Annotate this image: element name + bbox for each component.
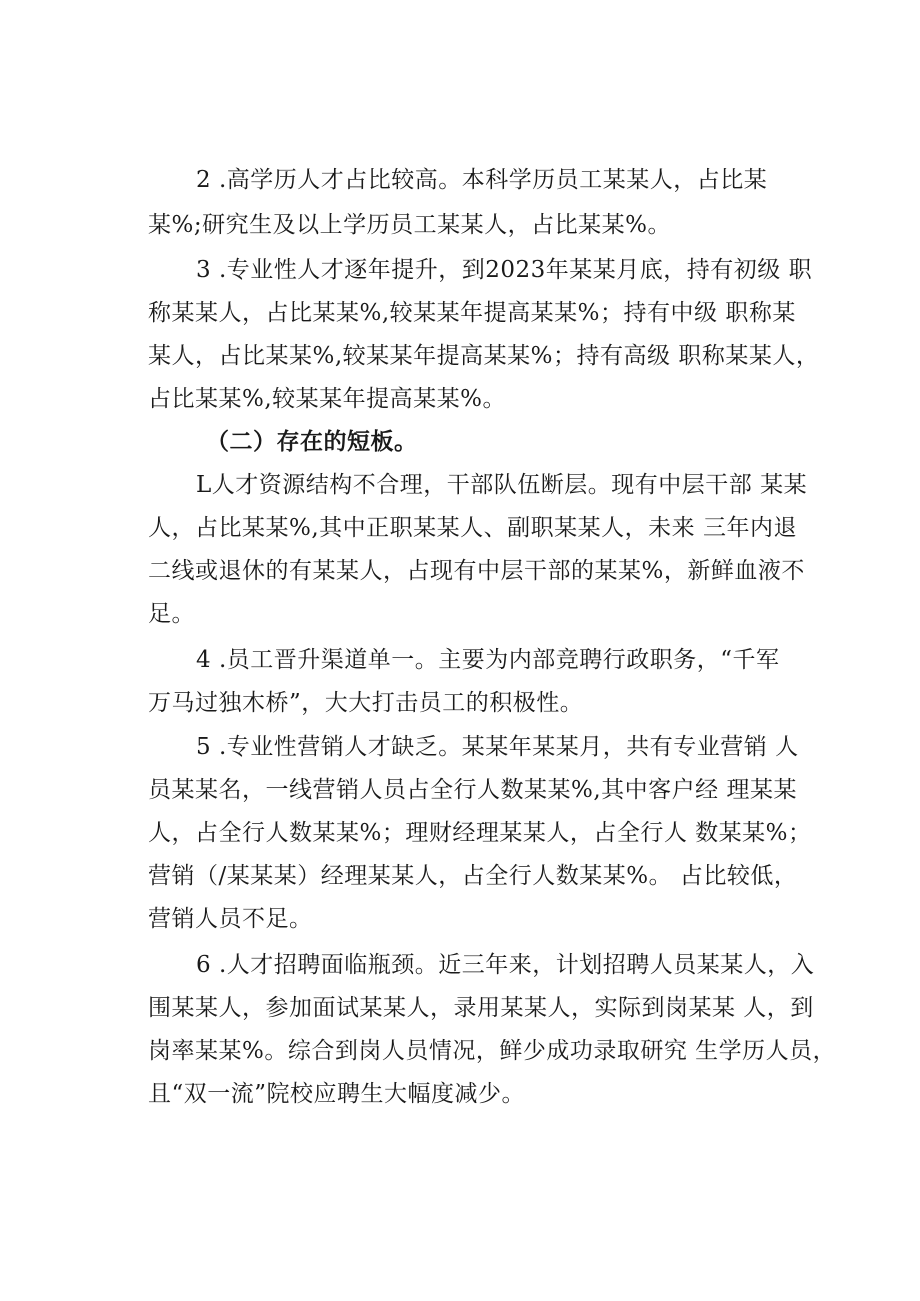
paragraph-l-line-3: 二线或退休的有某某人，占现有中层干部的某某%，新鲜血液不 [148, 558, 805, 584]
paragraph-4-line-2: 万马过独木桥”，大大打击员工的积极性。 [148, 690, 584, 716]
paragraph-2-line-1: 2 .高学历人才占比较高。本科学历员工某某人，占比某 [196, 167, 768, 193]
section-heading: （二）存在的短板。 [206, 428, 418, 455]
paragraph-6-line-2: 围某某人，参加面试某某人，录用某某人，实际到岗某某 人，到 [148, 995, 814, 1021]
paragraph-5-line-1: 5 .专业性营销人才缺乏。某某年某某月，共有专业营销 人 [196, 734, 799, 760]
paragraph-3-line-3: 某人，占比某某%,较某某年提高某某%；持有高级 职称某某人， [148, 343, 820, 369]
paragraph-4-line-1: 4 .员工晋升渠道单一。主要为内部竞聘行政职务，“千军 [196, 647, 780, 673]
paragraph-6-line-1: 6 .人才招聘面临瓶颈。近三年来，计划招聘人员某某人，入 [196, 952, 815, 978]
paragraph-5-line-5: 营销人员不足。 [148, 906, 313, 932]
paragraph-l-line-1: L人才资源结构不合理，干部队伍断层。现有中层干部 某某 [196, 472, 808, 498]
paragraph-5-line-4: 营销（/某某某）经理某某人，占全行人数某某%。 占比较低， [148, 863, 798, 889]
paragraph-l-line-4: 足。 [148, 601, 195, 627]
paragraph-l-line-2: 人，占比某某%,其中正职某某人、副职某某人，未来 三年内退 [148, 515, 797, 541]
paragraph-3-line-1: 3 .专业性人才逐年提升，到2023年某某月底，持有初级 职 [196, 257, 813, 283]
paragraph-3-line-4: 占比某某%,较某某年提高某某%。 [148, 386, 507, 412]
paragraph-5-line-2: 员某某名，一线营销人员占全行人数某某%,其中客户经 理某某 [148, 777, 797, 803]
paragraph-6-line-4: 且“双一流”院校应聘生大幅度减少。 [148, 1081, 526, 1107]
paragraph-2-line-2: 某%;研究生及以上学历员工某某人，占比某某%。 [148, 212, 671, 238]
paragraph-5-line-3: 人，占全行人数某某%；理财经理某某人，占全行人 数某某%； [148, 820, 812, 846]
paragraph-6-line-3: 岗率某某%。综合到岗人员情况，鲜少成功录取研究 生学历人员， [148, 1038, 837, 1064]
paragraph-3-line-2: 称某某人，占比某某%,较某某年提高某某%；持有中级 职称某 [148, 300, 796, 326]
